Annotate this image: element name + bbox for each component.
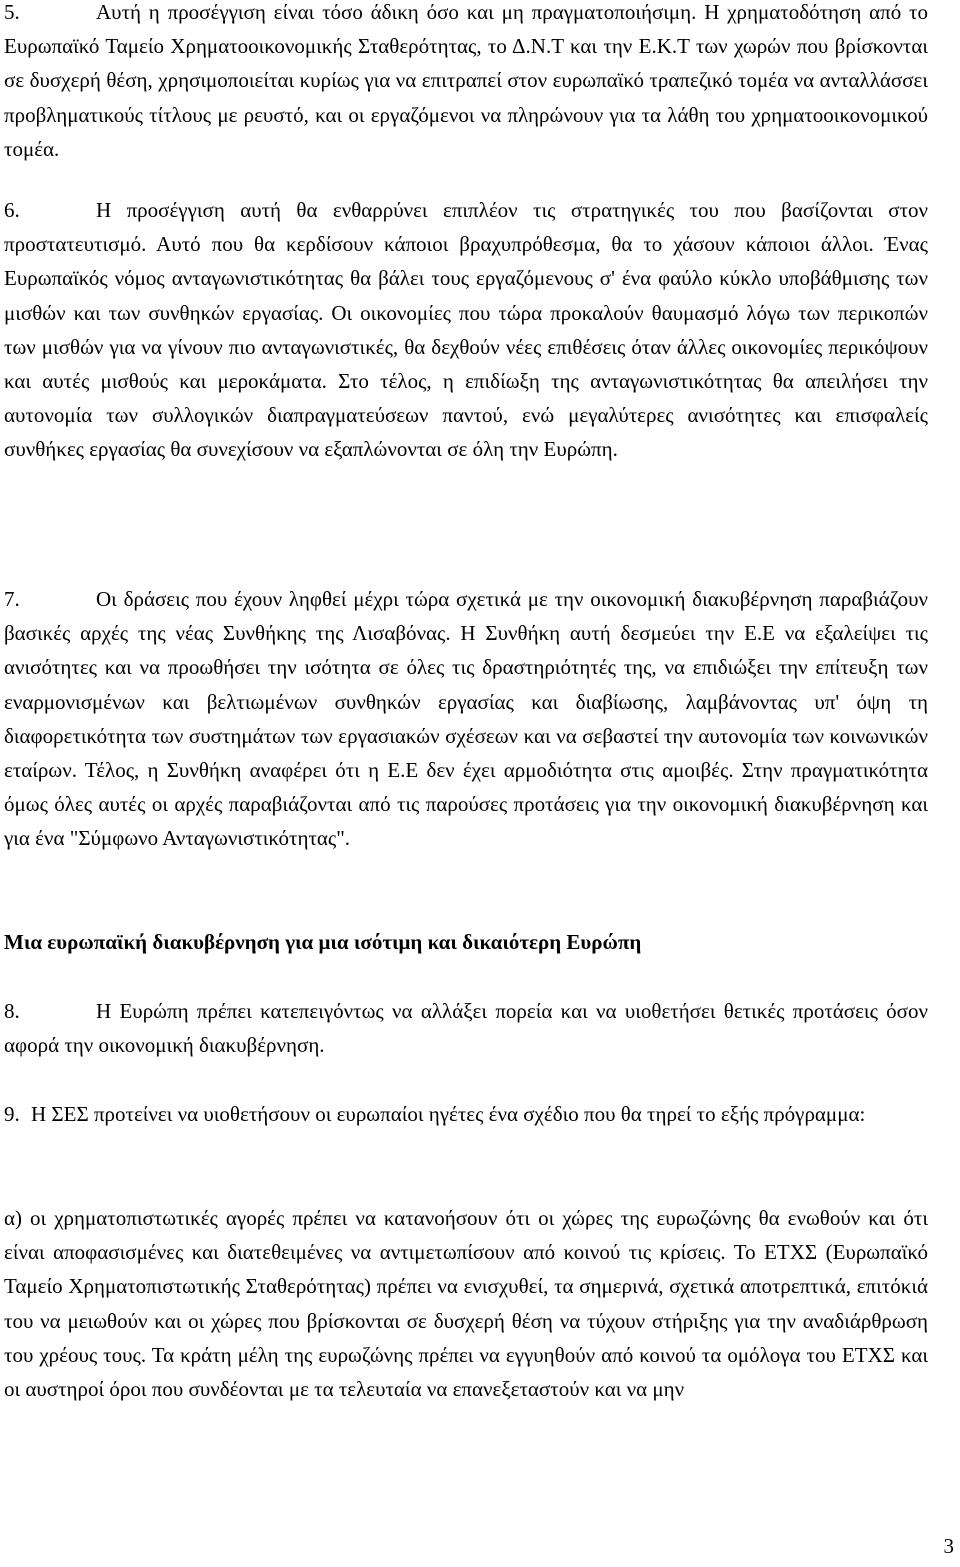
paragraph-text: Η ΣΕΣ προτείνει να υιοθετήσουν οι ευρωπαίοι ηγέτες ένα σχέδιο που θα τηρεί το εξής πρόγραμμα: xyxy=(31,1102,866,1126)
section-heading: Μια ευρωπαϊκή διακυβέρνηση για μια ισότιμη και δικαιότερη Ευρώπη xyxy=(4,930,642,954)
paragraph-text: Οι δράσεις που έχουν ληφθεί μέχρι τώρα σχετικά με την οικονομική διακυβέρνηση παραβιάζουν βασικές αρχές της νέας Συνθήκης της Λισαβόνας. Η Συνθήκη αυτή δεσμεύει την Ε.Ε να εξαλείψει τις ανισότητες και να προωθήσει την ισότητα σε όλες τις δραστηριότητές της, να επιδιώξει την επίτευξη των εναρμονισμένων και βελτιωμένων συνθηκών εργασίας και διαβίωσης, λαμβάνοντας υπ' όψη τη διαφορετικότητα των συστημάτων των εργασιακών σχέσεων και να σεβαστεί την αυτονομία των κοινωνικών εταίρων. Τέλος, η Συνθήκη αναφέρει ότι η Ε.Ε δεν έχει αρμοδιότητα στις αμοιβές. Στην πραγματικότητα όμως όλες αυτές οι αρχές παραβιάζονται από τις παρούσες προτάσεις για την οικονομική διακυβέρνηση και για ένα "Σύμφωνο Ανταγωνιστικότητας". xyxy=(4,587,928,851)
paragraph-number: 8. xyxy=(4,999,20,1023)
paragraph-number: 5. xyxy=(4,0,20,24)
paragraph-6 xyxy=(4,193,928,467)
page-number: 3 xyxy=(943,1533,954,1558)
paragraph-text: Αυτή η προσέγγιση είναι τόσο άδικη όσο και μη πραγματοποιήσιμη. Η χρηματοδότηση από το Ευρωπαϊκό Ταμείο Χρηματοοικονομικής Σταθερότητας, το Δ.Ν.Τ και την Ε.Κ.Τ των χωρών που βρίσκονται σε δυσχερή θέση, χρησιμοποιείται κυρίως για να επιτραπεί στον ευρωπαϊκό τραπεζικό τομέα να ανταλλάσσει προβληματικούς τίτλους με ρευστό, και οι εργαζόμενοι να πληρώνουν για τα λάθη του χρηματοοικονομικού τομέα. xyxy=(4,0,928,161)
paragraph-text: Η προσέγγιση αυτή θα ενθαρρύνει επιπλέον τις στρατηγικές του που βασίζονται στον προστατευτισμό. Αυτό που θα κερδίσουν κάποιοι βραχυπρόθεσμα, θα το χάσουν κάποιοι άλλοι. Ένας Ευρωπαϊκός νόμος ανταγωνιστικότητας θα βάλει τους εργαζόμενους σ' ένα φαύλο κύκλο υποβάθμισης των μισθών και των συνθηκών εργασίας. Οι οικονομίες που τώρα προκαλούν θαυμασμό λόγω των περικοπών των μισθών για να γίνουν πιο ανταγωνιστικές, θα δεχθούν νέες επιθέσεις όταν άλλες οικονομίες περικόψουν και αυτές μισθούς και μεροκάματα. Στο τέλος, η επιδίωξη της ανταγωνιστικότητας θα απειλήσει την αυτονομία των συλλογικών διαπραγματεύσεων παντού, ενώ μεγαλύτερες ανισότητες και επισφαλείς συνθήκες εργασίας θα συνεχίσουν να εξαπλώνονται σε όλη την Ευρώπη. xyxy=(4,198,928,462)
paragraph-number: 6. xyxy=(4,198,20,222)
paragraph-number: 9. xyxy=(4,1102,20,1126)
paragraph-number: 7. xyxy=(4,587,20,611)
paragraph-9 xyxy=(4,1097,928,1131)
paragraph-5 xyxy=(4,0,928,166)
paragraph-8 xyxy=(4,994,928,1062)
paragraph-7 xyxy=(4,582,928,856)
paragraph-text: Η Ευρώπη πρέπει κατεπειγόντως να αλλάξει πορεία και να υιοθετήσει θετικές προτάσεις όσον αφορά την οικονομική διακυβέρνηση. xyxy=(4,999,928,1058)
paragraph-text: α) οι χρηματοπιστωτικές αγορές πρέπει να κατανοήσουν ότι οι χώρες της ευρωζώνης θα ενωθούν και ότι είναι αποφασισμένες και διατεθειμένες να αντιμετωπίσουν από κοινού τις κρίσεις. Το ΕΤΧΣ (Ευρωπαϊκό Ταμείο Χρηματοπιστωτικής Σταθερότητας) πρέπει να ενισχυθεί, τα σημερινά, σχετικά αποτρεπτικά, επιτόκιά του να μειωθούν και οι χώρες που βρίσκονται σε δυσχερή θέση να τύχουν στήριξης για την αναδιάρθρωση του χρέους τους. Τα κράτη μέλη της ευρωζώνης πρέπει να εγγυηθούν από κοινού τα ομόλογα του ΕΤΧΣ και οι αυστηροί όροι που συνδέονται με τα τελευταία να επανεξεταστούν και να μην xyxy=(4,1206,928,1402)
paragraph-a xyxy=(4,1201,928,1406)
